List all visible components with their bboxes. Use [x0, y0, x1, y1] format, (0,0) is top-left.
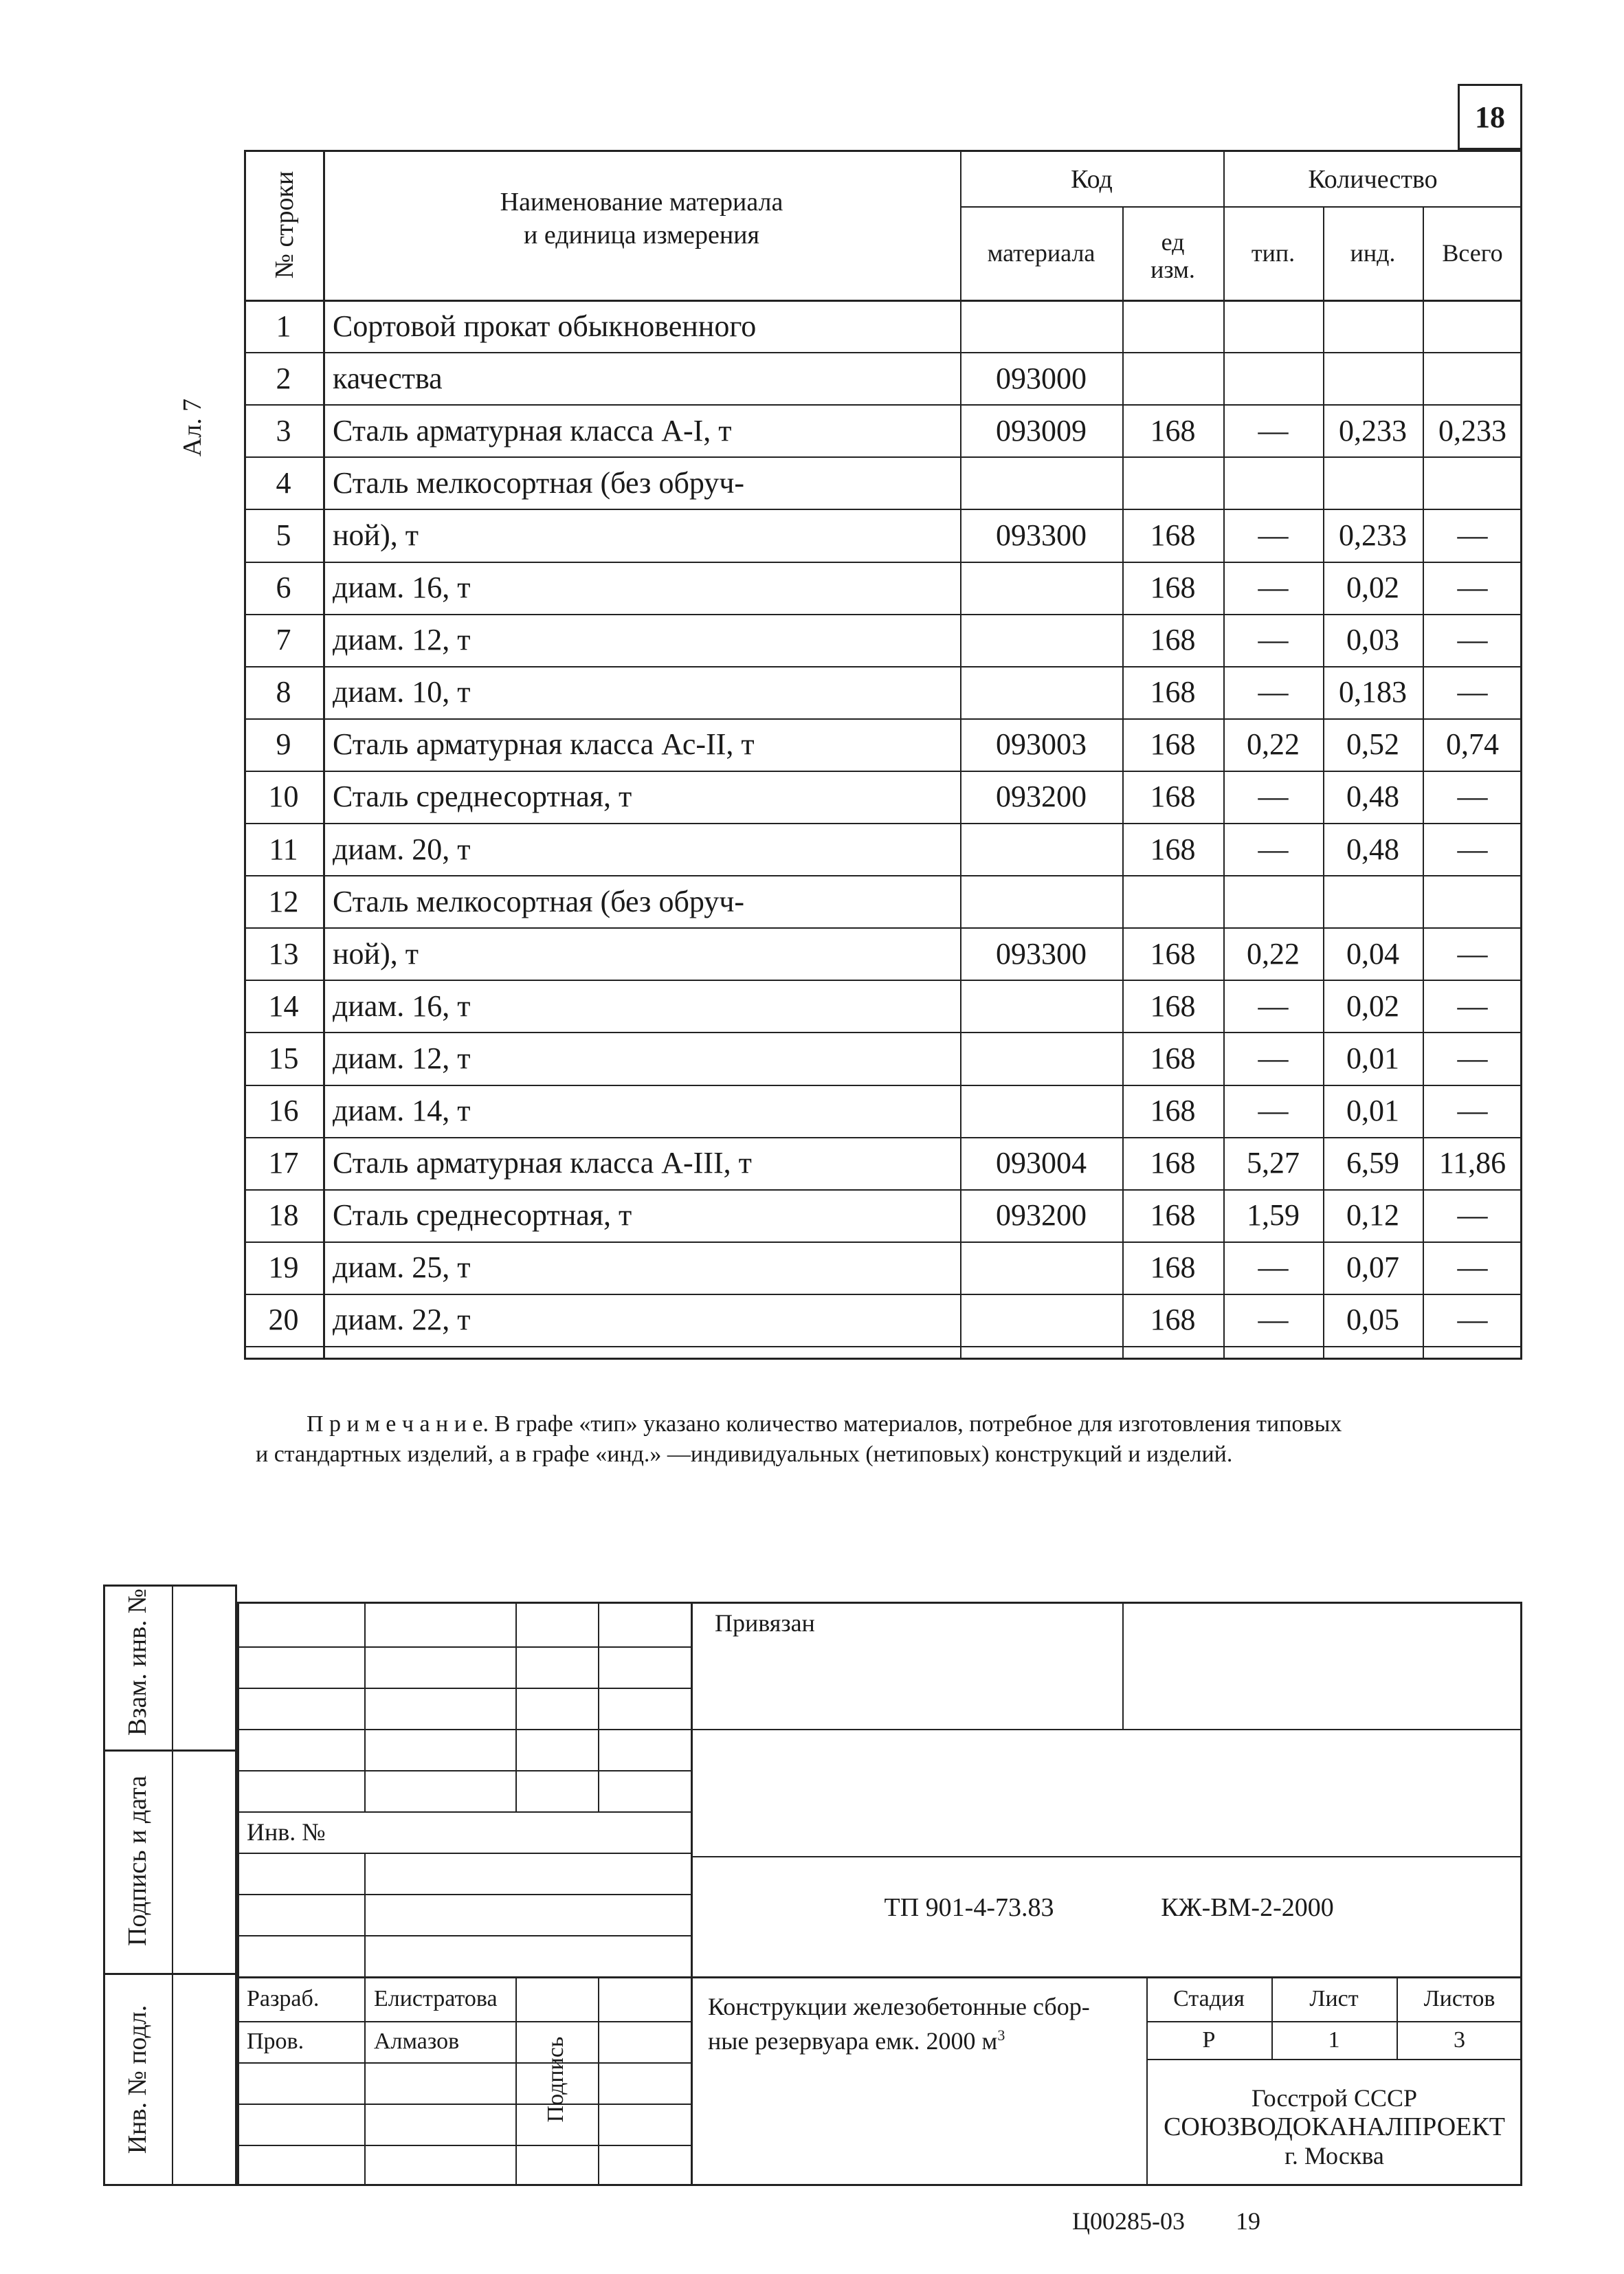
- header-q-total: Всего: [1442, 239, 1503, 267]
- cell-name: Сталь арматурная класса Ас-II, т: [333, 727, 755, 762]
- cell-code: [960, 823, 1122, 875]
- cell-ind: 0,05: [1346, 1303, 1399, 1337]
- cell-typ: [1223, 456, 1323, 509]
- header-name-line1: Наименование материала: [500, 188, 783, 217]
- cell-total: —: [1457, 1198, 1488, 1233]
- cell-code: 093003: [996, 727, 1087, 762]
- cell-unit: 168: [1150, 518, 1196, 552]
- cell-no: 17: [268, 1146, 299, 1180]
- cell-name: качества: [333, 361, 443, 395]
- cell-code: [960, 1294, 1122, 1346]
- cell-no: 3: [276, 413, 291, 448]
- cell-code: 093200: [996, 1198, 1087, 1233]
- podpis-data-label: Подпись и дата: [123, 1775, 152, 1947]
- cell-typ: —: [1258, 780, 1289, 814]
- razrab-label: Разраб.: [247, 1985, 320, 2011]
- cell-code: [960, 456, 1122, 509]
- cell-name: диам. 16, т: [333, 989, 471, 1023]
- cell-ind: [1323, 300, 1423, 352]
- cell-code: 093009: [996, 413, 1087, 448]
- cell-no: 20: [268, 1303, 299, 1337]
- cell-typ: —: [1258, 413, 1289, 448]
- cell-name: диам. 12, т: [333, 1041, 471, 1075]
- title-line1: Конструкции железобетонные сбор-: [708, 1993, 1090, 2020]
- cell-unit: 168: [1150, 936, 1196, 971]
- cell-ind: 0,48: [1346, 832, 1399, 866]
- cell-ind: [1323, 456, 1423, 509]
- header-code-unit-2: изм.: [1150, 256, 1195, 283]
- cell-ind: 0,233: [1339, 518, 1407, 552]
- cell-no: 10: [268, 780, 299, 814]
- cell-ind: [1323, 875, 1423, 927]
- prov-label: Пров.: [247, 2029, 304, 2054]
- cell-name: Сталь среднесортная, т: [333, 1198, 632, 1233]
- cell-name: Сталь среднесортная, т: [333, 780, 632, 814]
- sheet-number: 18: [1475, 100, 1505, 134]
- cell-code: [960, 614, 1122, 666]
- header-q-ind: инд.: [1350, 239, 1396, 267]
- note-line1: В графе «тип» указано количество материалов, потребное для изготовления типовых: [489, 1411, 1342, 1437]
- cell-total: —: [1457, 623, 1488, 657]
- cell-unit: 168: [1150, 623, 1196, 657]
- cell-code: [960, 300, 1122, 352]
- cell-code: [960, 1032, 1122, 1084]
- cell-name: Сталь мелкосортная (без обруч-: [333, 884, 745, 918]
- cell-typ: —: [1258, 518, 1289, 552]
- cell-typ: —: [1258, 1303, 1289, 1337]
- cell-unit: 168: [1150, 571, 1196, 605]
- cell-no: 6: [276, 571, 291, 605]
- cell-typ: 0,22: [1247, 936, 1300, 971]
- cell-no: 5: [276, 518, 291, 552]
- cell-typ: 0,22: [1247, 727, 1300, 762]
- cell-total: [1423, 456, 1522, 509]
- cell-unit: [1122, 300, 1223, 352]
- cell-name: Сталь арматурная класса А-I, т: [333, 413, 732, 448]
- cell-total: —: [1457, 675, 1488, 709]
- cell-typ: —: [1258, 675, 1289, 709]
- cell-no: 7: [276, 623, 291, 657]
- cell-total: —: [1457, 571, 1488, 605]
- cell-unit: [1122, 352, 1223, 404]
- cell-unit: 168: [1150, 727, 1196, 762]
- cell-total: —: [1457, 989, 1488, 1023]
- cell-code: 093300: [996, 518, 1087, 552]
- cell-unit: 168: [1150, 1250, 1196, 1285]
- vzam-inv-label: Взам. инв. №: [123, 1588, 152, 1736]
- privyazan-label: Привязан: [715, 1609, 815, 1637]
- cell-total: —: [1457, 936, 1488, 971]
- doc-code-1: ТП 901-4-73.83: [884, 1893, 1054, 1922]
- cell-no: 13: [268, 936, 299, 971]
- cell-no: 12: [268, 884, 299, 918]
- cell-ind: 0,02: [1346, 989, 1399, 1023]
- cell-code: [960, 875, 1122, 927]
- cell-unit: 168: [1150, 413, 1196, 448]
- cell-unit: 168: [1150, 1094, 1196, 1128]
- cell-unit: [1122, 456, 1223, 509]
- cell-typ: —: [1258, 1250, 1289, 1285]
- cell-no: 16: [268, 1094, 299, 1128]
- cell-ind: 0,02: [1346, 571, 1399, 605]
- cell-typ: —: [1258, 1094, 1289, 1128]
- cell-typ: 5,27: [1247, 1146, 1300, 1180]
- cell-no: 4: [276, 465, 291, 500]
- cell-name: диам. 20, т: [333, 832, 471, 866]
- cell-total: [1423, 300, 1522, 352]
- cell-total: —: [1457, 780, 1488, 814]
- cell-ind: 0,48: [1346, 780, 1399, 814]
- cell-no: 8: [276, 675, 291, 709]
- cell-unit: 168: [1150, 989, 1196, 1023]
- cell-total: 0,233: [1438, 413, 1506, 448]
- cell-total: —: [1457, 832, 1488, 866]
- cell-typ: [1223, 875, 1323, 927]
- podpis-label: Подпись: [543, 2036, 568, 2123]
- cell-no: 2: [276, 361, 291, 395]
- cell-ind: 0,12: [1346, 1198, 1399, 1233]
- cell-unit: 168: [1150, 780, 1196, 814]
- note: [256, 1409, 1520, 1470]
- razrab-name: Елистратова: [374, 1985, 498, 2011]
- cell-no: 11: [269, 832, 298, 866]
- footer-code: Ц00285-03: [1072, 2207, 1185, 2235]
- cell-typ: 1,59: [1247, 1198, 1300, 1233]
- cell-code: 093300: [996, 936, 1087, 971]
- side-label: Ал. 7: [178, 398, 207, 457]
- cell-typ: —: [1258, 571, 1289, 605]
- cell-ind: 0,52: [1346, 727, 1399, 762]
- cell-no: 9: [276, 727, 291, 762]
- cell-name: диам. 12, т: [333, 623, 471, 657]
- cell-code: [960, 666, 1122, 718]
- header-code: Код: [1071, 165, 1113, 194]
- cell-name: Сортовой прокат обыкновенного: [333, 309, 757, 343]
- cell-total: [1423, 875, 1522, 927]
- cell-unit: 168: [1150, 1303, 1196, 1337]
- cell-unit: 168: [1150, 832, 1196, 866]
- header-row-no: № строки: [270, 170, 299, 279]
- prov-name: Алмазов: [374, 2029, 460, 2054]
- cell-total: —: [1457, 1094, 1488, 1128]
- header-q-typ: тип.: [1251, 239, 1295, 267]
- cell-code: [960, 1241, 1122, 1294]
- cell-unit: [1122, 875, 1223, 927]
- inv-no-label: Инв. №: [247, 1818, 326, 1846]
- sheet-value: 1: [1328, 2027, 1340, 2053]
- title-sup: 3: [997, 2027, 1005, 2044]
- cell-code: 093004: [996, 1146, 1087, 1180]
- sheets-value: 3: [1454, 2027, 1465, 2053]
- cell-total: —: [1457, 1250, 1488, 1285]
- cell-total: —: [1457, 518, 1488, 552]
- cell-ind: 0,04: [1346, 936, 1399, 971]
- cell-no: 19: [268, 1250, 299, 1285]
- cell-total: 11,86: [1438, 1146, 1506, 1180]
- cell-ind: 0,07: [1346, 1250, 1399, 1285]
- sheet-label: Лист: [1309, 1985, 1359, 2011]
- cell-name: ной), т: [333, 936, 419, 971]
- org-line1: Госстрой СССР: [1252, 2084, 1417, 2112]
- cell-no: 14: [268, 989, 299, 1023]
- cell-code: 093200: [996, 780, 1087, 814]
- cell-name: диам. 14, т: [333, 1094, 471, 1128]
- note-line2: и стандартных изделий, а в графе «инд.» —индивидуальных (нетиповых) конструкций и изделий.: [256, 1442, 1233, 1467]
- cell-code: [960, 980, 1122, 1032]
- cell-name: Сталь арматурная класса А-III, т: [333, 1146, 752, 1180]
- cell-total: —: [1457, 1041, 1488, 1075]
- cell-typ: —: [1258, 832, 1289, 866]
- org-line2: СОЮЗВОДОКАНАЛПРОЕКТ: [1164, 2112, 1505, 2141]
- cell-name: ной), т: [333, 518, 419, 552]
- cell-total: —: [1457, 1303, 1488, 1337]
- cell-total: [1423, 352, 1522, 404]
- cell-ind: 0,01: [1346, 1041, 1399, 1075]
- cell-name: диам. 22, т: [333, 1303, 471, 1337]
- cell-no: 15: [268, 1041, 299, 1075]
- cell-typ: [1223, 300, 1323, 352]
- cell-ind: 0,03: [1346, 623, 1399, 657]
- cell-typ: —: [1258, 989, 1289, 1023]
- cell-unit: 168: [1150, 675, 1196, 709]
- cell-typ: [1223, 352, 1323, 404]
- cell-name: диам. 25, т: [333, 1250, 471, 1285]
- doc-code-2: КЖ-ВМ-2-2000: [1161, 1893, 1334, 1922]
- title-line2: ные резервуара емк. 2000 м: [708, 2027, 998, 2055]
- cell-total: 0,74: [1446, 727, 1499, 762]
- note-prefix: П р и м е ч а н и е.: [307, 1411, 489, 1437]
- cell-name: Сталь мелкосортная (без обруч-: [333, 465, 745, 500]
- stage-label: Стадия: [1173, 1985, 1245, 2011]
- cell-ind: 0,01: [1346, 1094, 1399, 1128]
- cell-unit: 168: [1150, 1198, 1196, 1233]
- org-line3: г. Москва: [1284, 2142, 1384, 2170]
- cell-name: диам. 10, т: [333, 675, 471, 709]
- cell-name: диам. 16, т: [333, 571, 471, 605]
- cell-ind: 6,59: [1346, 1146, 1399, 1180]
- cell-code: [960, 562, 1122, 614]
- header-name-line2: и единица измерения: [524, 221, 759, 250]
- cell-unit: 168: [1150, 1146, 1196, 1180]
- header-code-unit-1: ед: [1161, 228, 1185, 256]
- header-quantity: Количество: [1308, 165, 1438, 194]
- sheets-label: Листов: [1423, 1985, 1495, 2011]
- cell-ind: 0,233: [1339, 413, 1407, 448]
- project-title: [708, 1992, 1090, 2055]
- cell-no: 1: [276, 309, 291, 343]
- stage-value: Р: [1202, 2027, 1216, 2053]
- cell-code: [960, 1085, 1122, 1137]
- cell-ind: 0,183: [1339, 675, 1407, 709]
- inv-podl-label: Инв. № подл.: [123, 2005, 152, 2154]
- cell-code: 093000: [996, 361, 1087, 395]
- footer-page: 19: [1236, 2207, 1260, 2235]
- cell-ind: [1323, 352, 1423, 404]
- cell-typ: —: [1258, 1041, 1289, 1075]
- header-code-material: материала: [987, 239, 1095, 267]
- cell-unit: 168: [1150, 1041, 1196, 1075]
- cell-typ: —: [1258, 623, 1289, 657]
- cell-no: 18: [268, 1198, 299, 1233]
